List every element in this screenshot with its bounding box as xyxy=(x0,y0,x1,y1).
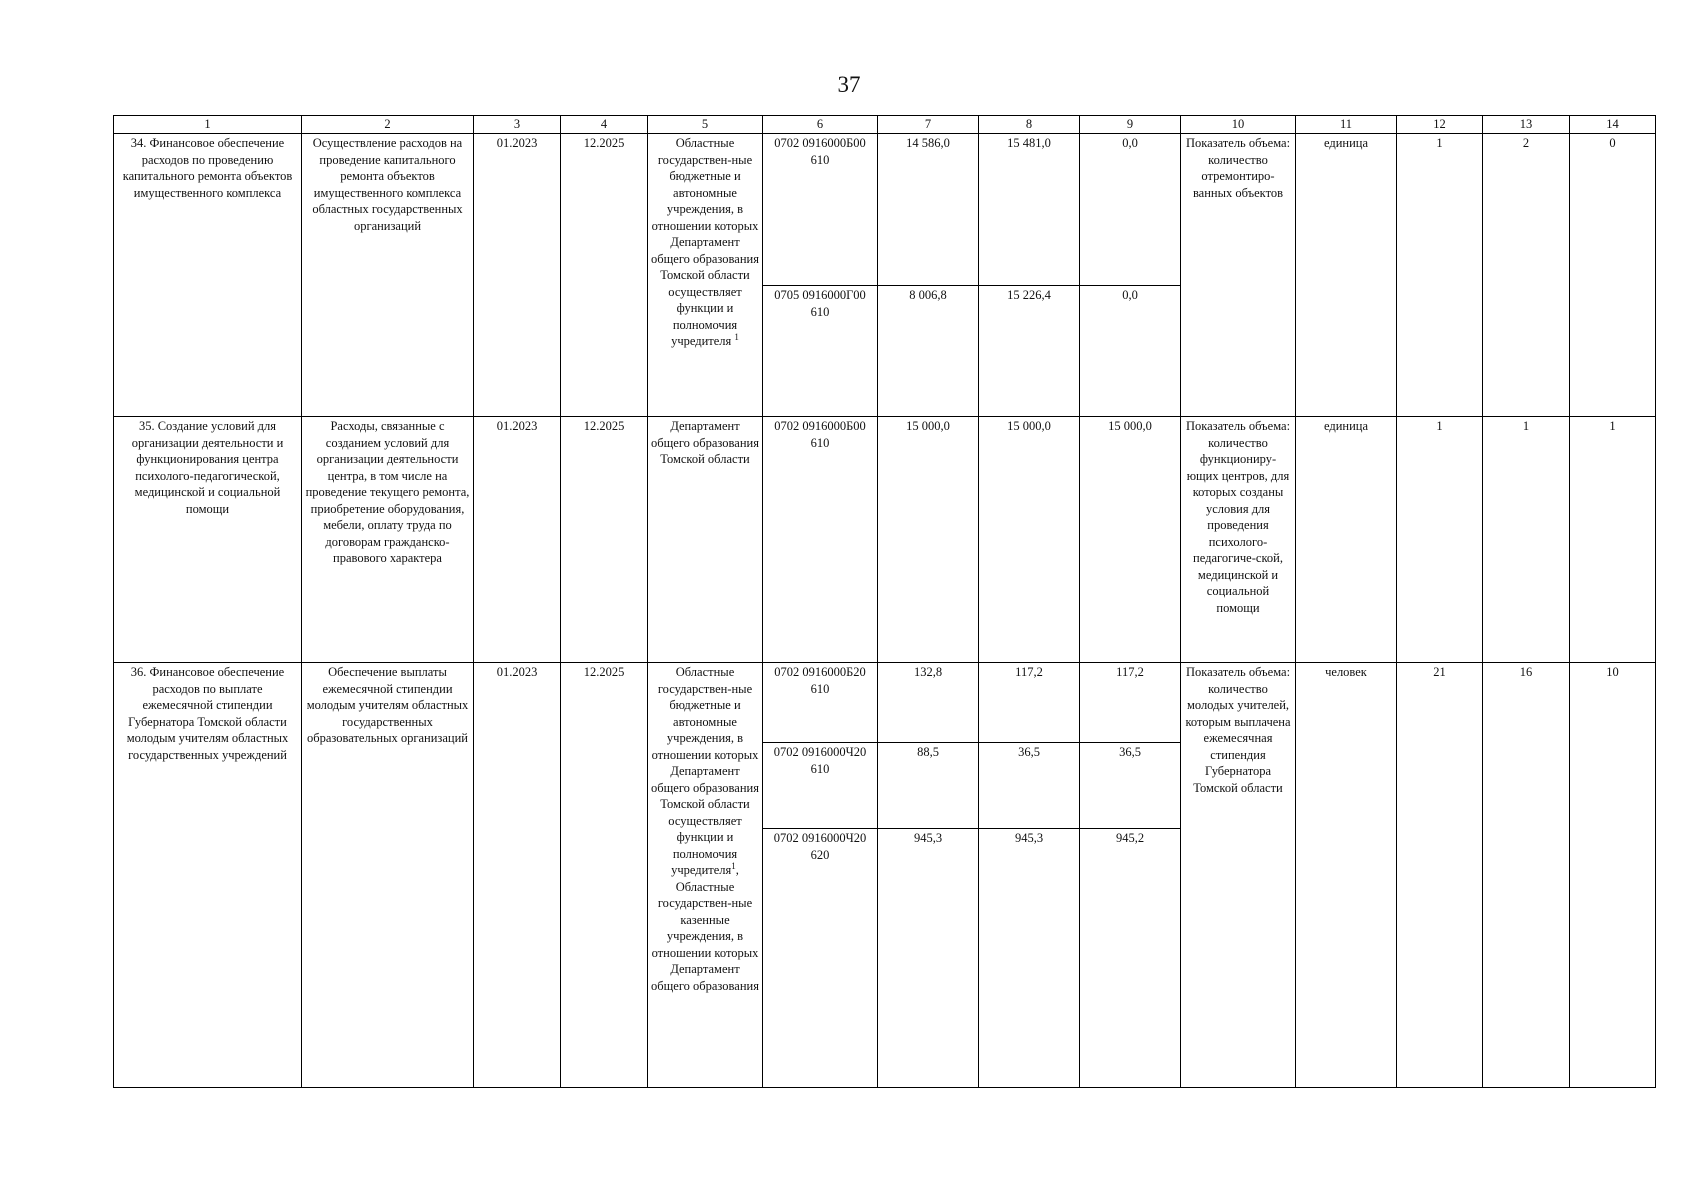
budget-code: 0702 0916000Б00 610 xyxy=(763,417,878,663)
executor-text: Областные государствен-ные бюджетные и автономные учреждения, в отношении которых Департамент общего образования Томской области осуществляет функции и полномочия учредителя xyxy=(651,136,759,348)
funding-value: 117,2 xyxy=(1080,663,1181,743)
header-cell: 4 xyxy=(561,116,648,134)
value-col-13: 16 xyxy=(1483,663,1570,1088)
budget-code: 0702 0916000Ч20 620 xyxy=(763,829,878,1088)
executor-text: Областные государствен-ные бюджетные и автономные учреждения, в отношении которых Департамент общего образования Томской области осуществляет функции и полномочия учредителя xyxy=(651,665,759,877)
budget-code: 0705 0916000Г00 610 xyxy=(763,286,878,417)
funding-value: 14 586,0 xyxy=(878,134,979,286)
footnote-mark: 1 xyxy=(731,861,736,871)
funding-value: 15 000,0 xyxy=(878,417,979,663)
footnote-mark: 1 xyxy=(734,332,739,342)
measure-name: 34. Финансовое обеспечение расходов по проведению капитального ремонта объектов имущественного комплекса xyxy=(114,134,302,417)
start-date: 01.2023 xyxy=(474,663,561,1088)
funding-value: 132,8 xyxy=(878,663,979,743)
activity-description: Обеспечение выплаты ежемесячной стипендии молодым учителям областных государственных образовательных организаций xyxy=(302,663,474,1088)
value-col-14: 10 xyxy=(1570,663,1656,1088)
funding-value: 0,0 xyxy=(1080,134,1181,286)
header-row xyxy=(114,116,1656,134)
funding-value: 88,5 xyxy=(878,743,979,829)
budget-code: 0702 0916000Б00 610 xyxy=(763,134,878,286)
end-date: 12.2025 xyxy=(561,134,648,417)
value-col-12: 1 xyxy=(1397,134,1483,417)
start-date: 01.2023 xyxy=(474,417,561,663)
executor-cell: Департамент общего образования Томской области xyxy=(648,417,763,663)
indicator: Показатель объема: количество функциониру-ющих центров, для которых созданы условия для проведения психолого-педагогиче-ской, медицинской и социальной помощи xyxy=(1181,417,1296,663)
page-number: 37 xyxy=(837,72,861,97)
table-row xyxy=(114,417,1656,663)
header-cell: 12 xyxy=(1397,116,1483,134)
measure-name: 36. Финансовое обеспечение расходов по выплате ежемесячной стипендии Губернатора Томской области молодым учителям областных государственных учреждений xyxy=(114,663,302,1088)
header-cell: 14 xyxy=(1570,116,1656,134)
value-col-12: 1 xyxy=(1397,417,1483,663)
table-row xyxy=(114,134,1656,286)
funding-value: 15 226,4 xyxy=(979,286,1080,417)
unit: человек xyxy=(1296,663,1397,1088)
funding-value: 15 000,0 xyxy=(1080,417,1181,663)
funding-value: 8 006,8 xyxy=(878,286,979,417)
header-cell: 11 xyxy=(1296,116,1397,134)
header-cell: 10 xyxy=(1181,116,1296,134)
funding-value: 36,5 xyxy=(1080,743,1181,829)
header-cell: 9 xyxy=(1080,116,1181,134)
indicator: Показатель объема: количество отремонтиро-ванных объектов xyxy=(1181,134,1296,417)
funding-value: 117,2 xyxy=(979,663,1080,743)
funding-value: 945,2 xyxy=(1080,829,1181,1088)
funding-value: 945,3 xyxy=(979,829,1080,1088)
header-cell: 7 xyxy=(878,116,979,134)
table-row xyxy=(114,663,1656,743)
end-date: 12.2025 xyxy=(561,663,648,1088)
funding-value: 15 000,0 xyxy=(979,417,1080,663)
program-table xyxy=(113,115,1656,1088)
value-col-12: 21 xyxy=(1397,663,1483,1088)
activity-description: Осуществление расходов на проведение капитального ремонта объектов имущественного комплекса областных государственных организаций xyxy=(302,134,474,417)
header-cell: 3 xyxy=(474,116,561,134)
header-cell: 6 xyxy=(763,116,878,134)
funding-value: 945,3 xyxy=(878,829,979,1088)
budget-code: 0702 0916000Б20 610 xyxy=(763,663,878,743)
header-cell: 5 xyxy=(648,116,763,134)
value-col-14: 1 xyxy=(1570,417,1656,663)
start-date: 01.2023 xyxy=(474,134,561,417)
funding-value: 0,0 xyxy=(1080,286,1181,417)
funding-value: 36,5 xyxy=(979,743,1080,829)
unit: единица xyxy=(1296,134,1397,417)
indicator: Показатель объема: количество молодых учителей, которым выплачена ежемесячная стипендия Губернатора Томской области xyxy=(1181,663,1296,1088)
value-col-14: 0 xyxy=(1570,134,1656,417)
value-col-13: 1 xyxy=(1483,417,1570,663)
value-col-13: 2 xyxy=(1483,134,1570,417)
unit: единица xyxy=(1296,417,1397,663)
end-date: 12.2025 xyxy=(561,417,648,663)
measure-name: 35. Создание условий для организации деятельности и функционирования центра психолого-педагогической, медицинской и социальной помощи xyxy=(114,417,302,663)
executor-cell xyxy=(648,663,763,1088)
executor-text-cont: , Областные государствен-ные казенные учреждения, в отношении которых Департамент общего образования xyxy=(651,863,759,993)
header-cell: 13 xyxy=(1483,116,1570,134)
funding-value: 15 481,0 xyxy=(979,134,1080,286)
budget-code: 0702 0916000Ч20 610 xyxy=(763,743,878,829)
executor-cell xyxy=(648,134,763,417)
header-cell: 8 xyxy=(979,116,1080,134)
header-cell: 1 xyxy=(114,116,302,134)
activity-description: Расходы, связанные с созданием условий для организации деятельности центра, в том числе на проведение текущего ремонта, приобретение оборудования, мебели, оплату труда по договорам гражданско-правового характера xyxy=(302,417,474,663)
header-cell: 2 xyxy=(302,116,474,134)
